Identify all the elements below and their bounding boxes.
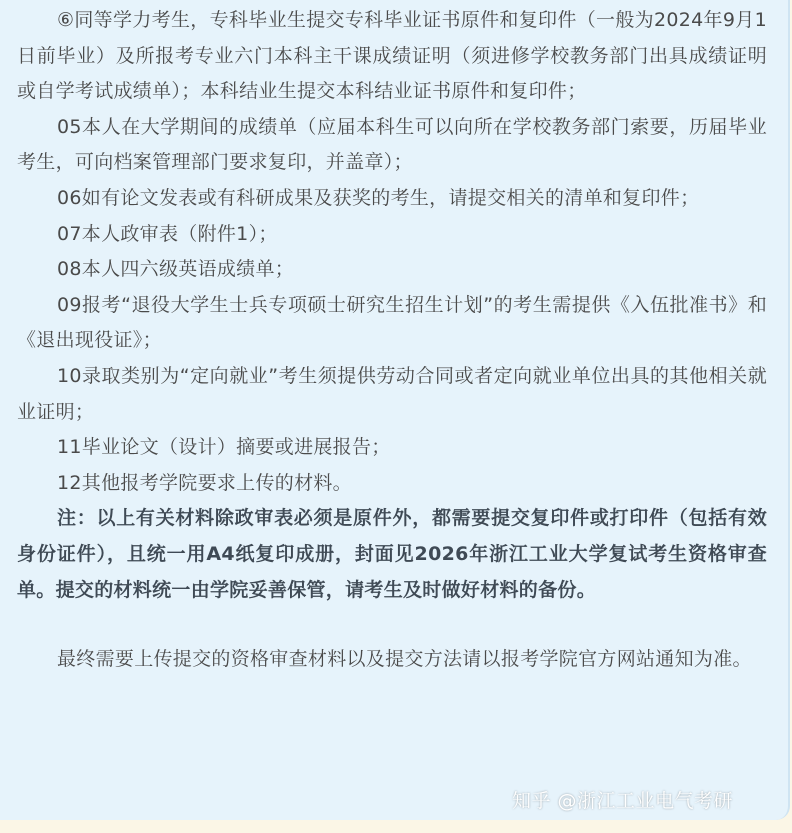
- paragraph-thesis-abstract: 11毕业论文（设计）摘要或进展报告；: [57, 436, 391, 459]
- paragraph-transcript: 05本人在大学期间的成绩单（应届本科生可以向所在学校教务部门索要，历届毕业考生，可向档案管理部门要求复印，并盖章）；: [17, 115, 767, 174]
- paragraph-english-scores: 08本人四六级英语成绩单；: [57, 258, 295, 281]
- note-paragraph: 注：以上有关材料除政审表必须是原件外，都需要提交复印件或打印件（包括有效身份证件），且统一用A4纸复印成册，封面见2026年浙江工业大学复试考生资格审查单。提交的材料统一由学院妥善保管，请考生及时做好材料的备份。: [17, 507, 767, 601]
- paragraph-political-review: 07本人政审表（附件1）；: [57, 222, 278, 245]
- paragraph-equivalent-education: ⑥同等学力考生，专科毕业生提交专科毕业证书原件和复印件（一般为2024年9月1日前毕业）及所报考专业六门本科主干课成绩证明（须进修学校教务部门出具成绩证明或自学考试成绩单）；本科结业生提交本科结业证书原件和复印件；: [17, 9, 767, 103]
- paragraph-spacer: [17, 608, 767, 642]
- paragraph-veteran-plan: 09报考“退役大学生士兵专项硕士研究生招生计划”的考生需提供《入伍批准书》和《退出现役证》；: [17, 293, 767, 352]
- paragraph-research-results: 06如有论文发表或有科研成果及获奖的考生，请提交相关的清单和复印件；: [57, 186, 700, 209]
- zhihu-watermark: 知乎 @浙江工业电气考研: [512, 790, 734, 812]
- article-body: [17, 3, 767, 678]
- paragraph-other-materials: 12其他报考学院要求上传的材料。: [57, 471, 352, 494]
- final-paragraph: 最终需要上传提交的资格审查材料以及提交方法请以报考学院官方网站通知为准。: [57, 648, 752, 671]
- paragraph-targeted-employment: 10录取类别为“定向就业”考生须提供劳动合同或者定向就业单位出具的其他相关就业证明；: [17, 364, 767, 423]
